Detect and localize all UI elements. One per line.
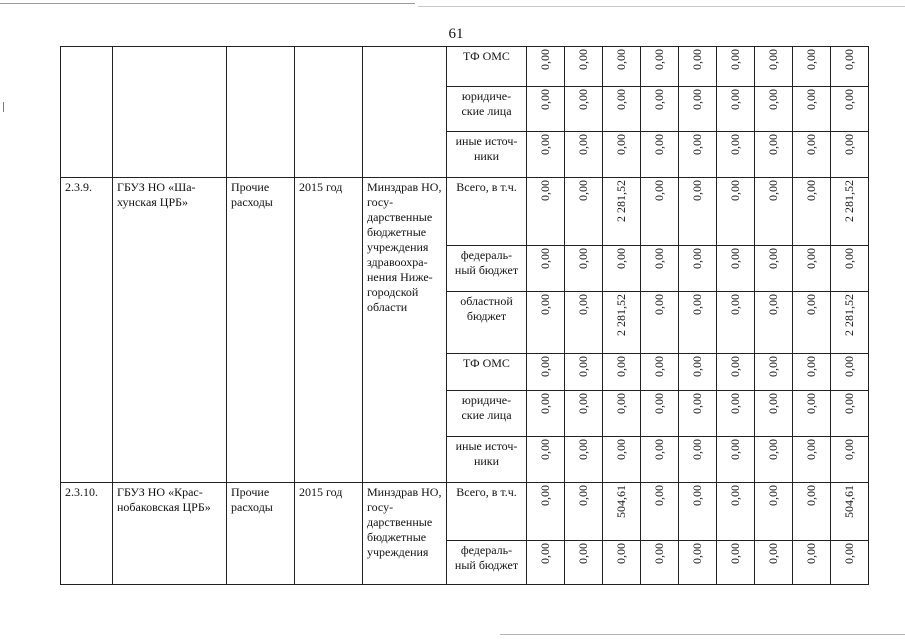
value-cell (717, 354, 755, 391)
value-cell (565, 437, 603, 483)
name-cell: ГБУЗ НО «Крас-нобаковская ЦРБ» (113, 483, 227, 585)
value-text: 0,00 (576, 49, 590, 70)
value-text: 0,00 (690, 180, 704, 201)
value-text: 0,00 (614, 49, 628, 70)
value-text: 0,00 (728, 134, 742, 155)
value-cell (755, 178, 793, 246)
value-text: 0,00 (576, 89, 590, 110)
value-cell (793, 178, 831, 246)
value-cell (793, 541, 831, 585)
value-cell (641, 246, 679, 292)
value-text: 0,00 (652, 89, 666, 110)
budget-table (60, 46, 869, 585)
source-cell: областной бюджет (447, 292, 527, 354)
value-cell (527, 292, 565, 354)
type-cell: Прочие расходы (227, 178, 295, 483)
value-text: 0,00 (766, 180, 780, 201)
value-text: 0,00 (690, 393, 704, 414)
value-text: 0,00 (576, 543, 590, 564)
value-cell (831, 437, 869, 483)
value-cell (793, 246, 831, 292)
value-cell (527, 87, 565, 132)
value-text: 0,00 (804, 393, 818, 414)
value-cell (679, 354, 717, 391)
value-cell (641, 391, 679, 437)
value-cell (793, 391, 831, 437)
value-text: 0,00 (842, 89, 856, 110)
value-text: 0,00 (614, 134, 628, 155)
value-cell (565, 483, 603, 541)
value-text: 0,00 (728, 294, 742, 315)
value-cell (793, 47, 831, 87)
executor-cell: Минздрав НО, госу-дарственные бюджетные учреждения здравоохра-нения Ниже-городской области (363, 178, 447, 483)
value-cell (679, 246, 717, 292)
value-text: 0,00 (576, 294, 590, 315)
value-cell (603, 178, 641, 246)
value-cell (755, 354, 793, 391)
value-cell (717, 132, 755, 178)
value-text: 0,00 (576, 134, 590, 155)
value-cell (641, 132, 679, 178)
value-text: 0,00 (538, 485, 552, 506)
value-text: 0,00 (728, 89, 742, 110)
value-text: 2 281,52 (614, 180, 628, 222)
value-cell (527, 132, 565, 178)
value-text: 0,00 (766, 393, 780, 414)
value-cell (755, 541, 793, 585)
number-cell (61, 47, 113, 178)
page-number: 61 (448, 26, 464, 42)
value-cell (565, 246, 603, 292)
value-cell (565, 541, 603, 585)
value-cell (641, 292, 679, 354)
value-text: 0,00 (842, 134, 856, 155)
value-text: 0,00 (766, 294, 780, 315)
value-text: 0,00 (652, 356, 666, 377)
source-cell: федераль-ный бюджет (447, 541, 527, 585)
value-text: 0,00 (652, 49, 666, 70)
table-row (61, 178, 869, 246)
value-text: 0,00 (652, 439, 666, 460)
value-cell (527, 178, 565, 246)
value-cell (679, 178, 717, 246)
name-cell (113, 47, 227, 178)
value-text: 0,00 (728, 248, 742, 269)
source-cell: иные источ-ники (447, 132, 527, 178)
value-text: 0,00 (842, 439, 856, 460)
value-text: 0,00 (652, 248, 666, 269)
value-text: 0,00 (766, 356, 780, 377)
value-cell (679, 87, 717, 132)
value-text: 0,00 (804, 49, 818, 70)
value-text: 0,00 (766, 134, 780, 155)
value-cell (679, 437, 717, 483)
value-text: 0,00 (804, 439, 818, 460)
value-text: 0,00 (728, 543, 742, 564)
value-text: 0,00 (804, 356, 818, 377)
year-cell: 2015 год (295, 483, 363, 585)
value-text: 0,00 (690, 134, 704, 155)
source-cell: Всего, в т.ч. (447, 483, 527, 541)
value-text: 0,00 (614, 89, 628, 110)
value-cell (641, 178, 679, 246)
value-cell (755, 437, 793, 483)
value-cell (793, 483, 831, 541)
value-text: 0,00 (766, 49, 780, 70)
value-text: 0,00 (728, 485, 742, 506)
value-text: 0,00 (804, 180, 818, 201)
source-cell: юридиче-ские лица (447, 391, 527, 437)
value-text: 0,00 (842, 543, 856, 564)
value-text: 0,00 (538, 134, 552, 155)
executor-cell (363, 47, 447, 178)
value-text: 0,00 (690, 356, 704, 377)
value-text: 0,00 (538, 294, 552, 315)
value-text: 0,00 (538, 248, 552, 269)
value-cell (717, 47, 755, 87)
source-cell: федераль-ный бюджет (447, 246, 527, 292)
value-text: 0,00 (614, 543, 628, 564)
value-cell (527, 246, 565, 292)
type-cell: Прочие расходы (227, 483, 295, 585)
value-text: 0,00 (766, 89, 780, 110)
executor-cell: Минздрав НО, госу-дарственные бюджетные учреждения (363, 483, 447, 585)
value-text: 0,00 (842, 356, 856, 377)
value-cell (527, 47, 565, 87)
value-cell (679, 541, 717, 585)
value-cell (527, 541, 565, 585)
value-cell (641, 437, 679, 483)
year-cell: 2015 год (295, 178, 363, 483)
value-text: 0,00 (614, 248, 628, 269)
value-text: 0,00 (652, 180, 666, 201)
value-text: 0,00 (728, 439, 742, 460)
value-cell (793, 292, 831, 354)
value-text: 0,00 (576, 248, 590, 269)
value-text: 2 281,52 (842, 180, 856, 222)
value-text: 0,00 (804, 134, 818, 155)
value-cell (831, 541, 869, 585)
value-text: 0,00 (690, 248, 704, 269)
value-text: 0,00 (538, 393, 552, 414)
value-text: 0,00 (842, 248, 856, 269)
value-text: 0,00 (614, 439, 628, 460)
value-text: 0,00 (538, 180, 552, 201)
value-text: 0,00 (538, 49, 552, 70)
value-cell (793, 354, 831, 391)
table-row (61, 483, 869, 541)
number-cell: 2.3.9. (61, 178, 113, 483)
value-cell (717, 246, 755, 292)
value-cell (793, 132, 831, 178)
value-cell (755, 246, 793, 292)
value-cell (717, 87, 755, 132)
value-cell (603, 391, 641, 437)
value-text: 0,00 (842, 49, 856, 70)
value-text: 2 281,52 (842, 294, 856, 336)
value-cell (831, 246, 869, 292)
number-cell: 2.3.10. (61, 483, 113, 585)
value-cell (755, 47, 793, 87)
value-text: 0,00 (804, 543, 818, 564)
value-text: 0,00 (690, 485, 704, 506)
value-cell (679, 391, 717, 437)
value-text: 0,00 (690, 543, 704, 564)
value-text: 0,00 (728, 49, 742, 70)
value-text: 0,00 (652, 294, 666, 315)
value-text: 0,00 (690, 294, 704, 315)
value-text: 504,61 (842, 485, 856, 518)
value-text: 0,00 (804, 89, 818, 110)
value-cell (831, 354, 869, 391)
value-text: 0,00 (728, 356, 742, 377)
value-text: 0,00 (804, 485, 818, 506)
value-cell (717, 541, 755, 585)
value-cell (527, 391, 565, 437)
value-cell (755, 391, 793, 437)
value-cell (717, 178, 755, 246)
value-cell (603, 47, 641, 87)
value-text: 0,00 (804, 248, 818, 269)
value-cell (603, 437, 641, 483)
value-cell (831, 483, 869, 541)
value-cell (717, 483, 755, 541)
value-cell (831, 87, 869, 132)
value-text: 0,00 (614, 393, 628, 414)
year-cell (295, 47, 363, 178)
value-cell (755, 132, 793, 178)
value-cell (641, 47, 679, 87)
value-text: 0,00 (576, 356, 590, 377)
value-cell (565, 132, 603, 178)
value-cell (755, 483, 793, 541)
value-cell (793, 87, 831, 132)
value-text: 0,00 (766, 248, 780, 269)
value-cell (565, 87, 603, 132)
value-cell (565, 391, 603, 437)
value-cell (603, 541, 641, 585)
source-cell: Всего, в т.ч. (447, 178, 527, 246)
value-text: 0,00 (538, 356, 552, 377)
value-text: 0,00 (766, 439, 780, 460)
value-cell (679, 292, 717, 354)
value-text: 0,00 (766, 543, 780, 564)
scan-mark-left (3, 102, 4, 112)
source-cell: ТФ ОМС (447, 354, 527, 391)
value-text: 0,00 (652, 485, 666, 506)
value-cell (641, 354, 679, 391)
value-cell (565, 292, 603, 354)
value-text: 0,00 (804, 294, 818, 315)
value-cell (641, 541, 679, 585)
value-cell (565, 47, 603, 87)
scan-edge-top-right (418, 6, 905, 7)
value-text: 0,00 (690, 49, 704, 70)
value-cell (565, 354, 603, 391)
value-text: 0,00 (576, 439, 590, 460)
scan-edge-top-left (0, 3, 415, 4)
name-cell: ГБУЗ НО «Ша-хунская ЦРБ» (113, 178, 227, 483)
value-cell (679, 483, 717, 541)
source-cell: ТФ ОМС (447, 47, 527, 87)
value-text: 0,00 (652, 543, 666, 564)
value-cell (527, 354, 565, 391)
source-cell: иные источ-ники (447, 437, 527, 483)
value-text: 0,00 (652, 134, 666, 155)
value-text: 0,00 (690, 89, 704, 110)
value-text: 0,00 (576, 485, 590, 506)
value-cell (755, 292, 793, 354)
value-text: 0,00 (576, 180, 590, 201)
value-cell (641, 483, 679, 541)
value-cell (755, 87, 793, 132)
type-cell (227, 47, 295, 178)
value-cell (831, 132, 869, 178)
value-cell (641, 87, 679, 132)
value-cell (831, 47, 869, 87)
value-cell (831, 391, 869, 437)
value-cell (603, 132, 641, 178)
table-row (61, 47, 869, 87)
value-cell (679, 47, 717, 87)
value-text: 0,00 (538, 439, 552, 460)
value-text: 0,00 (842, 393, 856, 414)
value-text: 0,00 (690, 439, 704, 460)
value-cell (831, 292, 869, 354)
value-cell (717, 437, 755, 483)
value-cell (603, 483, 641, 541)
source-cell: юридиче-ские лица (447, 87, 527, 132)
value-cell (793, 437, 831, 483)
value-cell (603, 354, 641, 391)
value-text: 0,00 (728, 393, 742, 414)
value-text: 0,00 (538, 543, 552, 564)
value-cell (603, 246, 641, 292)
value-text: 0,00 (576, 393, 590, 414)
value-cell (679, 132, 717, 178)
value-cell (565, 178, 603, 246)
value-cell (717, 292, 755, 354)
value-cell (603, 292, 641, 354)
value-text: 0,00 (652, 393, 666, 414)
value-text: 504,61 (614, 485, 628, 518)
value-text: 0,00 (728, 180, 742, 201)
value-cell (527, 437, 565, 483)
value-cell (527, 483, 565, 541)
value-text: 0,00 (538, 89, 552, 110)
value-cell (717, 391, 755, 437)
value-cell (831, 178, 869, 246)
value-text: 0,00 (766, 485, 780, 506)
value-cell (603, 87, 641, 132)
scan-edge-bottom (500, 634, 905, 635)
value-text: 2 281,52 (614, 294, 628, 336)
value-text: 0,00 (614, 356, 628, 377)
